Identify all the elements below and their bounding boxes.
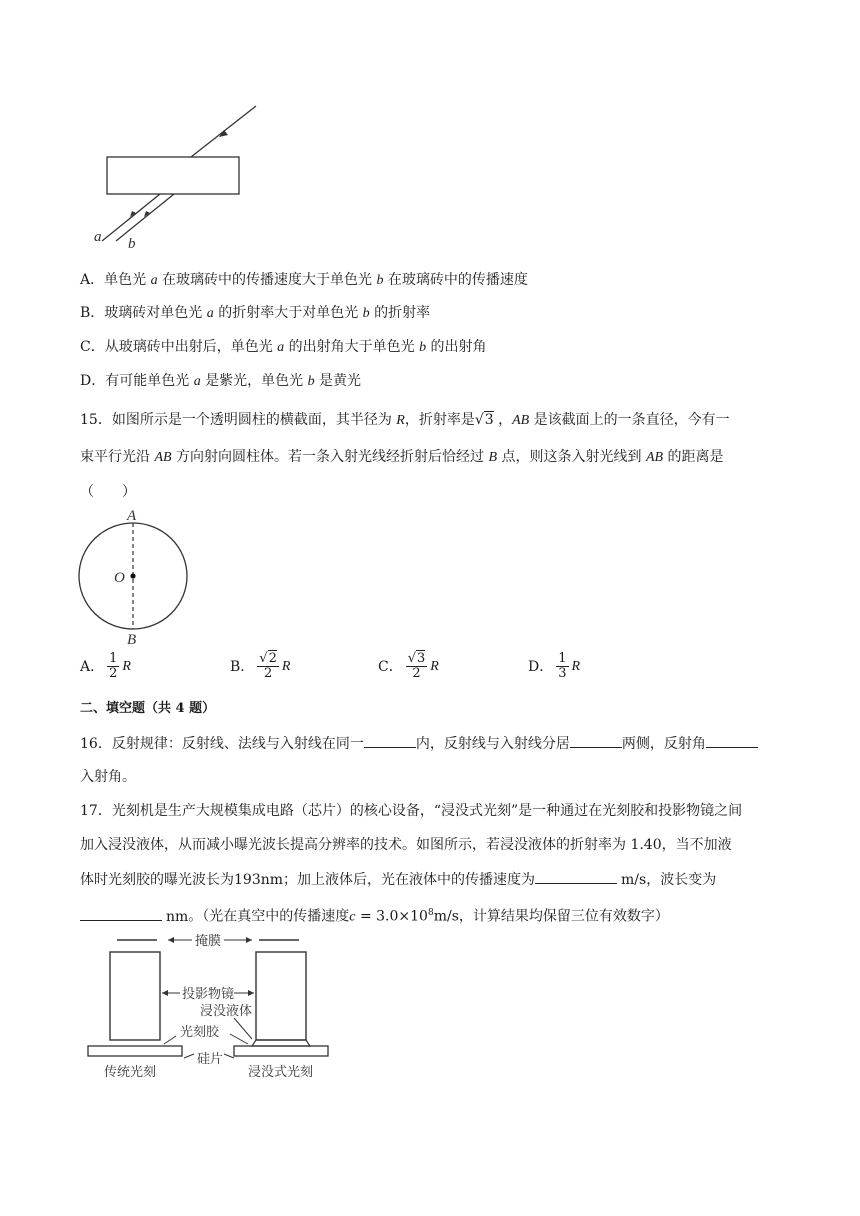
q16-line1: 16．反射规律：反射线、法线与入射线在同一 内，反射线与入射线分居 两侧，反射角 bbox=[80, 733, 758, 754]
glass-brick-figure bbox=[86, 100, 266, 252]
label-a: a bbox=[94, 229, 102, 245]
liquid-label: 浸没液体 bbox=[200, 1004, 253, 1019]
wafer-immersion bbox=[234, 1046, 328, 1056]
wafer-arrow-right bbox=[224, 1054, 234, 1058]
arrowhead bbox=[162, 990, 168, 996]
caption-traditional: 传统光刻 bbox=[104, 1065, 157, 1080]
mask-label: 掩膜 bbox=[195, 934, 222, 949]
blank[interactable] bbox=[706, 733, 758, 748]
label-b: b bbox=[128, 236, 136, 252]
fraction: $\frac{√2}{2}$ bbox=[259, 651, 277, 681]
q15-option-b: B． $\frac{√2}{2}$ R bbox=[230, 651, 291, 681]
blank[interactable] bbox=[80, 906, 162, 921]
section-heading: 二、填空题（共 4 题） bbox=[80, 701, 216, 716]
arrowhead bbox=[246, 937, 252, 943]
blank[interactable] bbox=[364, 733, 416, 748]
q15-option-c: C． $\frac{√3}{2}$ R bbox=[378, 651, 439, 681]
q17-line1: 17．光刻机是生产大规模集成电路（芯片）的核心设备，“浸没式光刻”是一种通过在光刻胶和投影物镜之间 bbox=[80, 803, 743, 819]
q15-option-a: A． $\frac{1}{2}$ R bbox=[80, 651, 131, 681]
q17-line3: 体时光刻胶的曝光波长为193nm；加上液体后，光在液体中的传播速度为 m/s，波长变为 bbox=[80, 869, 716, 890]
lens-traditional bbox=[110, 952, 160, 1040]
ray-a bbox=[102, 194, 160, 241]
q14-option-d: D．有可能单色光 a 是紫光，单色光 b 是黄光 bbox=[80, 373, 362, 389]
q14-option-b: B．玻璃砖对单色光 a 的折射率大于对单色光 b 的折射率 bbox=[80, 305, 431, 321]
immersion-liquid bbox=[252, 1040, 310, 1046]
q15-option-d: D． $\frac{1}{3}$ R bbox=[528, 651, 581, 681]
fraction: $\frac{√3}{2}$ bbox=[407, 651, 426, 681]
arrowhead bbox=[168, 937, 174, 943]
q15-line1: 15．如图所示是一个透明圆柱的横截面，其半径为 R，折射率是√3 ，AB 是该截面上的一条直径，今有一 bbox=[80, 412, 730, 428]
q16-line2: 入射角。 bbox=[80, 769, 136, 785]
lens-immersion bbox=[256, 952, 306, 1040]
lens-label: 投影物镜 bbox=[182, 987, 235, 1002]
q15-paren: （ ） bbox=[80, 484, 136, 500]
q14-option-c: C．从玻璃砖中出射后，单色光 a 的出射角大于单色光 b 的出射角 bbox=[80, 339, 487, 355]
blank[interactable] bbox=[570, 733, 622, 748]
arrowhead bbox=[248, 990, 254, 996]
blank[interactable] bbox=[535, 869, 617, 884]
ray-b bbox=[116, 194, 174, 241]
center-point bbox=[130, 573, 135, 578]
wafer-traditional bbox=[88, 1046, 182, 1056]
resist-label: 光刻胶 bbox=[180, 1025, 220, 1040]
caption-immersion: 浸没式光刻 bbox=[248, 1065, 314, 1080]
label-point-a: A bbox=[127, 508, 137, 524]
q14-option-a: A．单色光 a 在玻璃砖中的传播速度大于单色光 b 在玻璃砖中的传播速度 bbox=[80, 272, 528, 288]
cylinder-cross-section-figure bbox=[72, 506, 196, 646]
q15-line2: 束平行光沿 AB 方向射向圆柱体。若一条入射光线经折射后恰经过 B 点，则这条入射光线到 AB 的距离是 bbox=[80, 449, 724, 465]
wafer-label: 硅片 bbox=[197, 1052, 224, 1067]
resist-arrow-right bbox=[230, 1034, 248, 1044]
q17-line2: 加入浸没液体，从而减小曝光波长提高分辨率的技术。如图所示，若浸没液体的折射率为 1.40，当不加液 bbox=[80, 837, 732, 853]
label-point-b: B bbox=[127, 632, 137, 646]
label-point-o: O bbox=[114, 570, 125, 586]
resist-arrow-left bbox=[164, 1036, 176, 1044]
fraction: $\frac{1}{2}$ bbox=[109, 651, 118, 681]
lithography-figure bbox=[84, 926, 340, 1080]
fraction: $\frac{1}{3}$ bbox=[558, 651, 567, 681]
glass-brick bbox=[107, 157, 239, 194]
liquid-arrow bbox=[234, 1018, 252, 1039]
sqrt-symbol: √ bbox=[474, 412, 484, 428]
q17-line4: nm。（光在真空中的传播速度$c = 3.0\times 10^8m/s$，计算结果均保留三位有效数字） bbox=[80, 903, 669, 928]
wafer-arrow-left bbox=[184, 1054, 194, 1058]
